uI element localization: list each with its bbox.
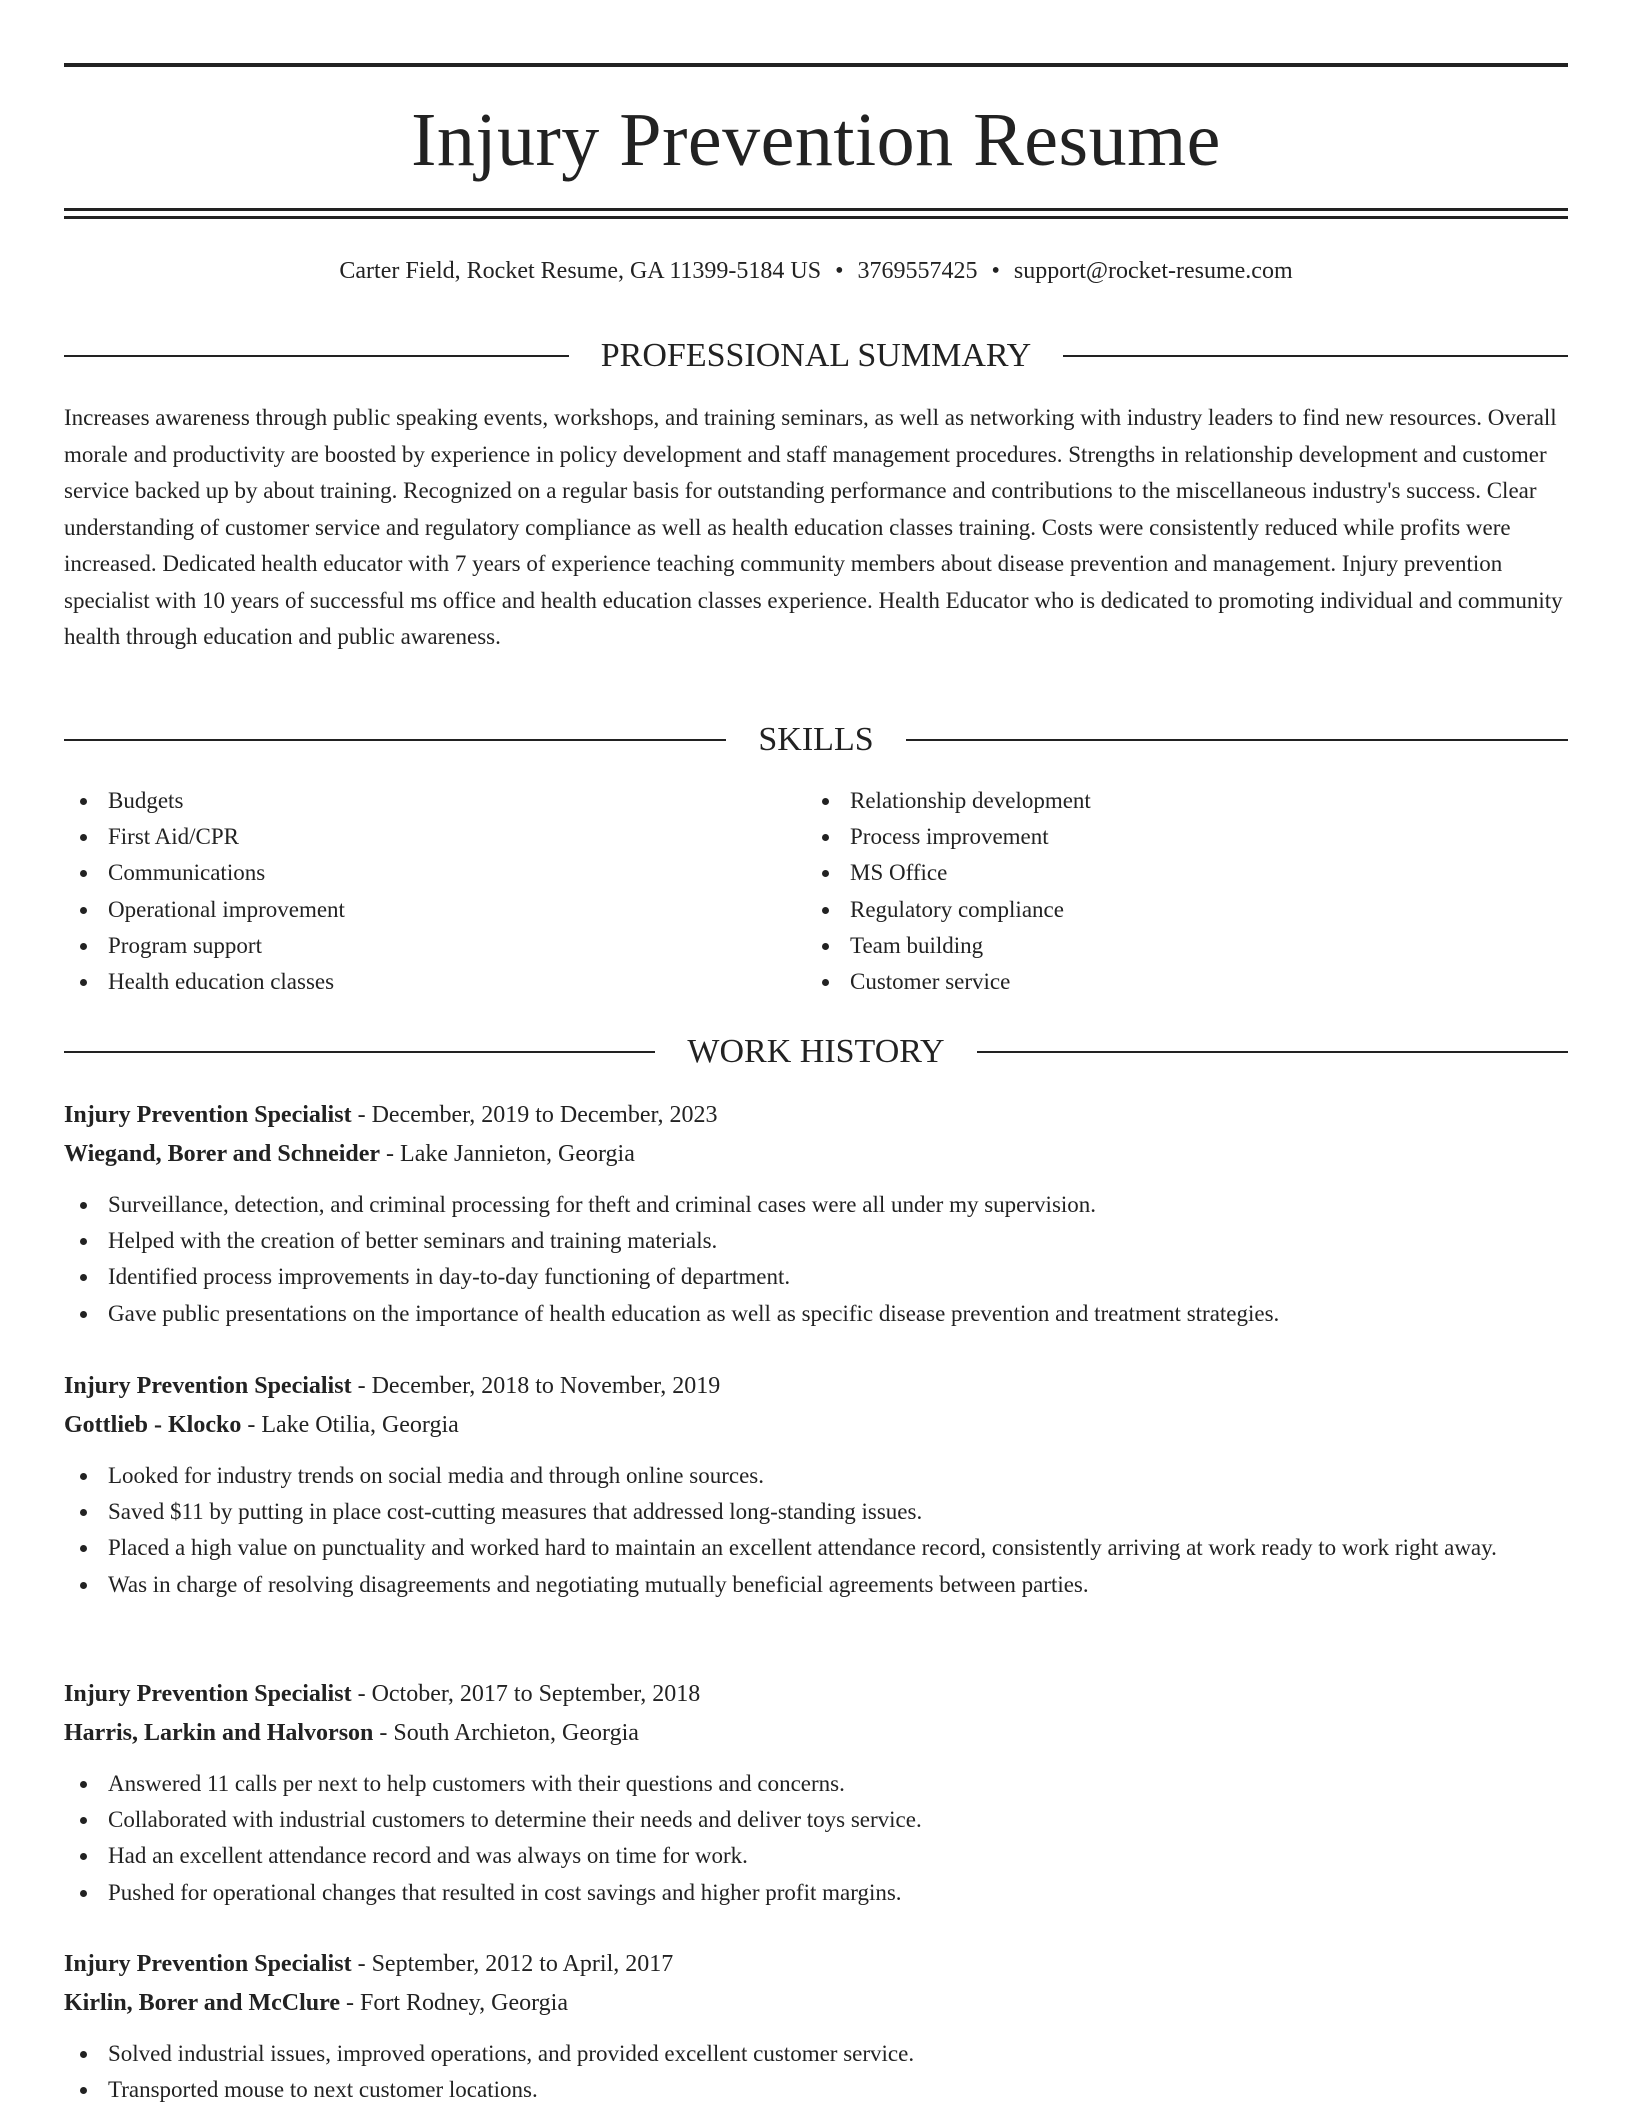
job-company-line xyxy=(64,1406,1568,1445)
job-bullet: Surveillance, detection, and criminal processing for theft and criminal cases were all under my supervision. xyxy=(64,1187,1568,1223)
job-company: Gottlieb - Klocko xyxy=(64,1412,242,1438)
job-bullets xyxy=(64,1187,1568,1332)
contact-phone: 3769557425 xyxy=(857,258,978,284)
contact-separator: • xyxy=(991,258,1000,284)
job-company-line xyxy=(64,1714,1568,1753)
job-bullet: Saved $11 by putting in place cost-cutting measures that addressed long-standing issues. xyxy=(64,1494,1568,1530)
job-dates: December, 2018 to November, 2019 xyxy=(371,1373,721,1399)
top-rule xyxy=(64,63,1568,67)
job-bullets xyxy=(64,2036,1568,2108)
skills-heading-label: SKILLS xyxy=(758,721,874,758)
skills-list xyxy=(64,783,1568,1000)
job-bullet: Was in charge of resolving disagreements and negotiating mutually beneficial agreements between parties. xyxy=(64,1567,1568,1603)
title-rule-lower xyxy=(64,216,1568,219)
contact-address: Carter Field, Rocket Resume, GA 11399-5184 US xyxy=(339,258,822,284)
job-company: Wiegand, Borer and Schneider xyxy=(64,1141,381,1167)
job-bullet: Pushed for operational changes that resulted in cost savings and higher profit margins. xyxy=(64,1875,1568,1911)
job-dash: - xyxy=(351,1373,372,1399)
job-dates: December, 2019 to December, 2023 xyxy=(371,1102,718,1128)
job-dash: - xyxy=(351,1102,372,1128)
job-title: Injury Prevention Specialist xyxy=(64,1102,352,1128)
job-bullet: Collaborated with industrial customers to determine their needs and deliver toys service. xyxy=(64,1802,1568,1838)
job-location: Fort Rodney, Georgia xyxy=(360,1990,568,2016)
heading-rule xyxy=(64,355,569,357)
job-company-line xyxy=(64,1135,1568,1174)
job-location: Lake Otilia, Georgia xyxy=(261,1412,459,1438)
skills-column-left xyxy=(64,783,806,1000)
job-bullet: Identified process improvements in day-to-day functioning of department. xyxy=(64,1259,1568,1295)
contact-email: support@rocket-resume.com xyxy=(1013,258,1293,284)
job-title-line xyxy=(64,1675,1568,1714)
heading-rule xyxy=(64,739,726,741)
heading-rule xyxy=(64,1051,655,1053)
job-title: Injury Prevention Specialist xyxy=(64,1951,352,1977)
contact-separator: • xyxy=(835,258,844,284)
heading-rule xyxy=(906,739,1568,741)
work-history-heading-label: WORK HISTORY xyxy=(687,1033,945,1070)
job-bullets xyxy=(64,1766,1568,1911)
job-entry xyxy=(64,1945,1568,2108)
skill-item: Regulatory compliance xyxy=(806,892,1548,928)
job-bullet: Answered 11 calls per next to help customers with their questions and concerns. xyxy=(64,1766,1568,1802)
contact-line xyxy=(64,255,1568,287)
job-entry xyxy=(64,1367,1568,1603)
job-dash: - xyxy=(351,1951,372,1977)
skill-item: First Aid/CPR xyxy=(64,819,806,855)
skill-item: Program support xyxy=(64,928,806,964)
skill-item: Customer service xyxy=(806,964,1548,1000)
job-bullet: Helped with the creation of better seminars and training materials. xyxy=(64,1223,1568,1259)
skill-item: Relationship development xyxy=(806,783,1548,819)
heading-rule xyxy=(977,1051,1568,1053)
job-entry xyxy=(64,1096,1568,1332)
job-company: Harris, Larkin and Halvorson xyxy=(64,1720,374,1746)
job-dash: - xyxy=(340,1990,360,2016)
summary-heading xyxy=(64,334,1568,378)
job-location: South Archieton, Georgia xyxy=(393,1720,639,1746)
job-dates: October, 2017 to September, 2018 xyxy=(371,1681,701,1707)
page-title: Injury Prevention Resume xyxy=(411,98,1221,182)
job-bullet: Placed a high value on punctuality and worked hard to maintain an excellent attendance record, consistently arriving at work ready to work right away. xyxy=(64,1530,1568,1566)
job-title: Injury Prevention Specialist xyxy=(64,1373,352,1399)
skills-heading xyxy=(64,718,1568,762)
job-company: Kirlin, Borer and McClure xyxy=(64,1990,340,2016)
job-bullet: Had an excellent attendance record and was always on time for work. xyxy=(64,1838,1568,1874)
skills-column-right xyxy=(806,783,1548,1000)
job-dash: - xyxy=(373,1720,394,1746)
summary-heading-label: PROFESSIONAL SUMMARY xyxy=(600,337,1032,374)
skill-item: Operational improvement xyxy=(64,892,806,928)
job-title: Injury Prevention Specialist xyxy=(64,1681,352,1707)
job-company-line xyxy=(64,1984,1568,2023)
work-history-heading xyxy=(64,1030,1568,1074)
job-bullet: Transported mouse to next customer locations. xyxy=(64,2072,1568,2108)
skill-item: Communications xyxy=(64,855,806,891)
summary-text: Increases awareness through public speaking events, workshops, and training seminars, as well as networking with industry leaders to find new resources. Overall morale and productivity are boosted by experience in policy development and staff management procedures. Strengths in relationship development and customer service backed up by about training. Recognized on a regular basis for outstanding performance and contributions to the miscellaneous industry's success. Clear understanding of customer service and regulatory compliance as well as health education classes training. Costs were consistently reduced while profits were increased. Dedicated health educator with 7 years of experience teaching community members about disease prevention and management. Injury prevention specialist with 10 years of successful ms office and health education classes experience. Health Educator who is dedicated to promoting individual and community health through education and public awareness. xyxy=(64,405,1563,649)
job-dates: September, 2012 to April, 2017 xyxy=(371,1951,674,1977)
job-title-line xyxy=(64,1945,1568,1984)
skill-item: MS Office xyxy=(806,855,1548,891)
heading-rule xyxy=(1063,355,1568,357)
job-title-line xyxy=(64,1367,1568,1406)
job-bullet: Gave public presentations on the importance of health education as well as specific disease prevention and treatment strategies. xyxy=(64,1296,1568,1332)
job-title-line xyxy=(64,1096,1568,1135)
job-entry xyxy=(64,1675,1568,1911)
job-bullet: Solved industrial issues, improved operations, and provided excellent customer service. xyxy=(64,2036,1568,2072)
job-location: Lake Jannieton, Georgia xyxy=(400,1141,635,1167)
job-bullets xyxy=(64,1458,1568,1603)
job-dash: - xyxy=(351,1681,372,1707)
job-bullet: Looked for industry trends on social media and through online sources. xyxy=(64,1458,1568,1494)
skill-item: Process improvement xyxy=(806,819,1548,855)
job-dash: - xyxy=(241,1412,262,1438)
skill-item: Team building xyxy=(806,928,1548,964)
job-dash: - xyxy=(380,1141,401,1167)
title-rule-upper xyxy=(64,208,1568,211)
skill-item: Health education classes xyxy=(64,964,806,1000)
skill-item: Budgets xyxy=(64,783,806,819)
